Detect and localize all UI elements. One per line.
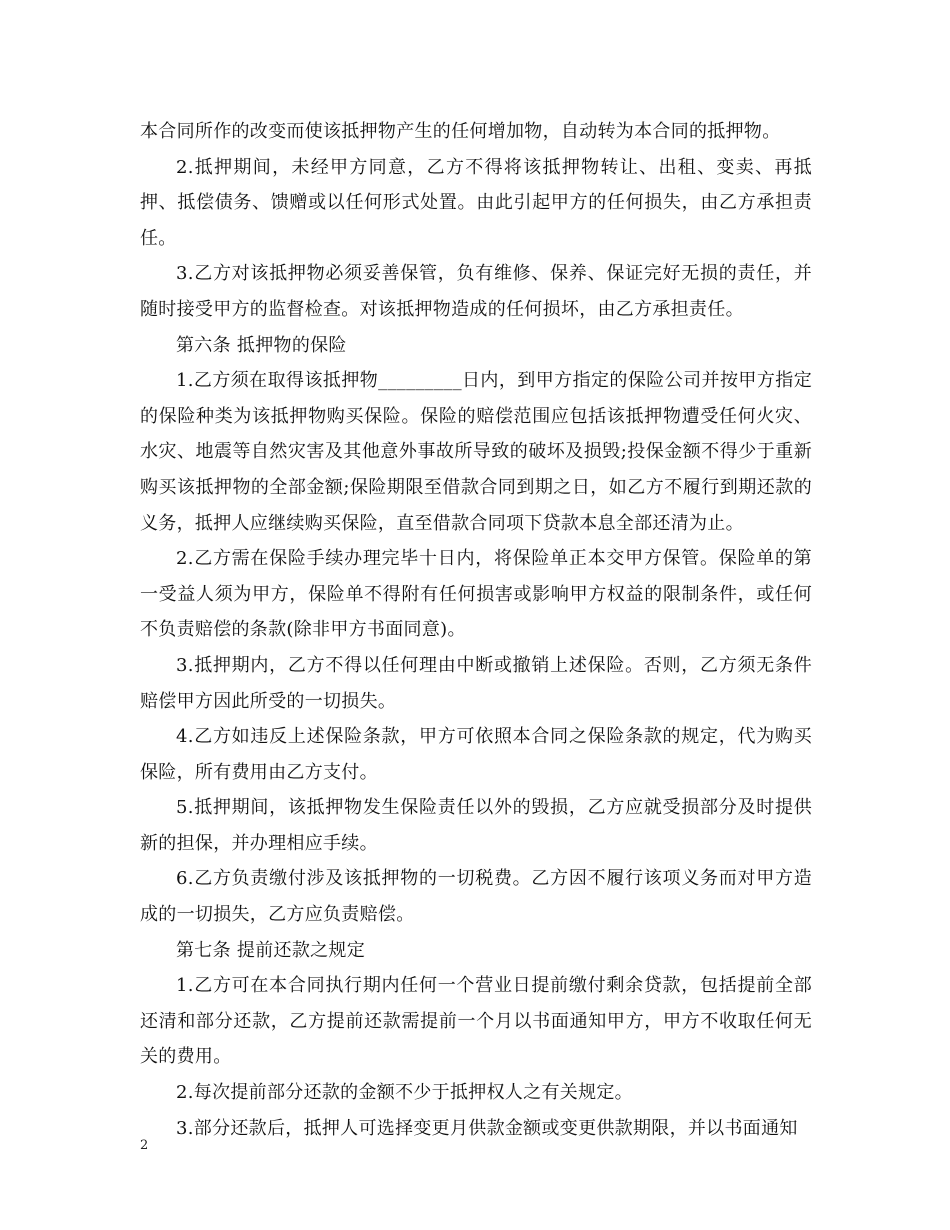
paragraph: 2.抵押期间，未经甲方同意，乙方不得将该抵押物转让、出租、变卖、再抵押、抵偿债务、馈赠或以任何形式处置。由此引起甲方的任何损失，由乙方承担责任。 bbox=[140, 156, 812, 249]
paragraph: 2.每次提前部分还款的金额不少于抵押权人之有关规定。 bbox=[176, 1082, 633, 1104]
paragraph: 1.乙方可在本合同执行期内任何一个营业日提前缴付剩余贷款，包括提前全部还清和部分还款，乙方提前还款需提前一个月以书面通知甲方，甲方不收取任何无关的费用。 bbox=[140, 975, 812, 1068]
paragraph: 3.乙方对该抵押物必须妥善保管，负有维修、保养、保证完好无损的责任，并随时接受甲方的监督检查。对该抵押物造成的任何损坏，由乙方承担责任。 bbox=[140, 263, 812, 320]
paragraph: 5.抵押期间，该抵押物发生保险责任以外的毁损，乙方应就受损部分及时提供新的担保，并办理相应手续。 bbox=[140, 797, 812, 854]
page-number: 2 bbox=[140, 1138, 149, 1153]
paragraph: 2.乙方需在保险手续办理完毕十日内，将保险单正本交甲方保管。保险单的第一受益人须为甲方，保险单不得附有任何损害或影响甲方权益的限制条件，或任何不负责赔偿的条款(除非甲方书面同意)。 bbox=[140, 548, 812, 641]
paragraph: 3.抵押期内，乙方不得以任何理由中断或撤销上述保险。否则，乙方须无条件赔偿甲方因此所受的一切损失。 bbox=[140, 654, 812, 712]
paragraph: 本合同所作的改变而使该抵押物产生的任何增加物，自动转为本合同的抵押物。 bbox=[140, 121, 781, 142]
document-body bbox=[140, 114, 812, 1146]
paragraph: 6.乙方负责缴付涉及该抵押物的一切税费。乙方因不履行该项义务而对甲方造成的一切损失，乙方应负责赔偿。 bbox=[140, 868, 812, 926]
paragraph: 3.部分还款后，抵押人可选择变更月供款金额或变更供款期限，并以书面通知 bbox=[176, 1117, 798, 1139]
section-heading: 第六条 抵押物的保险 bbox=[176, 334, 347, 356]
section-heading: 第七条 提前还款之规定 bbox=[176, 939, 366, 961]
paragraph: 4.乙方如违反上述保险条款，甲方可依照本合同之保险条款的规定，代为购买保险，所有费用由乙方支付。 bbox=[140, 726, 812, 783]
paragraph: 1.乙方须在取得该抵押物_________日内，到甲方指定的保险公司并按甲方指定的保险种类为该抵押物购买保险。保险的赔偿范围应包括该抵押物遭受任何火灾、水灾、地震等自然灾害及其他意外事故所导致的破坏及损毁;投保金额不得少于重新购买该抵押物的全部金额;保险期限至借款合同到期之日，如乙方不履行到期还款的义务，抵押人应继续购买保险，直至借款合同项下贷款本息全部还清为止。 bbox=[140, 370, 812, 534]
